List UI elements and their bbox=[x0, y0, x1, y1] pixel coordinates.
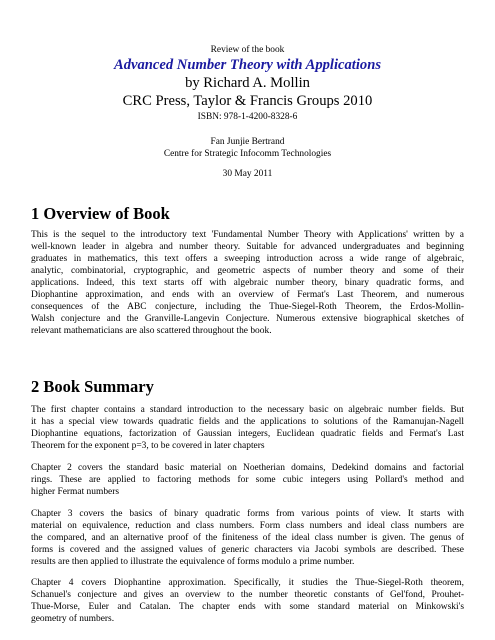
publisher: CRC Press, Taylor & Francis Groups 2010 bbox=[122, 93, 373, 109]
text-line: Diophantine approximation, and ends with an overview of Fermat's Last Theorem, and numerous bbox=[31, 289, 464, 300]
text-line: Diophantine equations, factorization of Gaussian integers, Euclidean quadratic fields and Fermat's Last bbox=[31, 428, 464, 439]
summary-paragraph-3 bbox=[31, 509, 464, 569]
text-line: analytic, combinatorial, cryptographic, and geometric aspects of number theory and some of their bbox=[31, 265, 464, 276]
text-line: Schanuel's conjecture and gives an overview to the number theoretic constants of Gel'fond, Prouhet- bbox=[31, 589, 464, 600]
text-line: relevant mathematicians are also scattered throughout the book. bbox=[31, 325, 272, 336]
text-line: material on equivalence, reduction and class numbers. Form class numbers and ideal class numbers are bbox=[31, 520, 464, 531]
text-line: it has a special view towards quadratic fields and the applications to solutions of the Ramanujan-Nagell bbox=[31, 416, 464, 427]
text-line: higher Fermat numbers bbox=[31, 486, 120, 497]
reviewer-name: Fan Junjie Bertrand bbox=[210, 137, 285, 147]
text-line: forms is covered and the assigned values of generic characters via Jacobi symbols are described. These bbox=[31, 544, 464, 555]
date: 30 May 2011 bbox=[222, 169, 273, 179]
review-label: Review of the book bbox=[210, 45, 285, 55]
text-line: Theorem for the exponent p=3, to be covered in later chapters bbox=[31, 440, 265, 451]
text-line: The first chapter contains a standard introduction to the necessary basic on algebraic number fields. But bbox=[31, 405, 464, 415]
section-heading-overview: 1 Overview of Book bbox=[31, 204, 170, 223]
summary-paragraph-1 bbox=[31, 405, 464, 453]
text-line: consequences of the ABC conjecture, including the Thue-Siegel-Roth Theorem, the Erdos-Mollin- bbox=[31, 301, 464, 312]
byline: by Richard A. Mollin bbox=[185, 75, 310, 91]
text-line: rings. These are applied to factoring methods for some cubic integers using Pollard's method and bbox=[31, 474, 464, 485]
text-line: Chapter 3 covers the basics of binary quadratic forms from various points of view. It starts with bbox=[31, 509, 464, 519]
text-line: This is the sequel to the introductory text 'Fundamental Number Theory with Applications' written by a bbox=[31, 230, 464, 240]
text-line: well-known leader in algebra and number theory. Suitable for advanced undergraduates and beginning bbox=[31, 241, 464, 252]
text-line: Chapter 2 covers the standard basic material on Noetherian domains, Dedekind domains and factorial bbox=[31, 463, 464, 473]
text-line: Chapter 4 covers Diophantine approximation. Specifically, it studies the Thue-Siegel-Roth theorem, bbox=[31, 578, 464, 588]
section-heading-summary: 2 Book Summary bbox=[31, 377, 154, 396]
isbn: ISBN: 978-1-4200-8328-6 bbox=[197, 112, 298, 122]
text-line: geometry of numbers. bbox=[31, 613, 115, 624]
overview-paragraph bbox=[31, 230, 464, 338]
reviewer-affiliation: Centre for Strategic Infocomm Technologies bbox=[163, 149, 332, 159]
text-line: applications. Indeed, this text starts off with algebraic number theory, binary quadratic forms, and bbox=[31, 277, 464, 288]
text-line: graduates in mathematics, this text offers a sweeping introduction across a wide range of algebraic, bbox=[31, 253, 464, 264]
summary-paragraph-4 bbox=[31, 578, 464, 626]
text-line: results are then applied to illustrate the equivalence of forms modulo a prime number. bbox=[31, 556, 355, 567]
summary-paragraph-2 bbox=[31, 463, 464, 499]
title-block bbox=[0, 56, 495, 110]
text-line: the compared, and an alternative proof of the finiteness of the ideal class number is given. The genus of bbox=[31, 532, 464, 543]
text-line: Thue-Morse, Euler and Catalan. The chapter ends with some standard material on Minkowski's bbox=[31, 601, 464, 612]
book-title: Advanced Number Theory with Applications bbox=[113, 57, 382, 73]
reviewer-block bbox=[0, 136, 495, 160]
text-line: Walsh conjecture and the Granville-Langevin Conjecture. Numerous extensive biographical sketches of bbox=[31, 313, 464, 324]
